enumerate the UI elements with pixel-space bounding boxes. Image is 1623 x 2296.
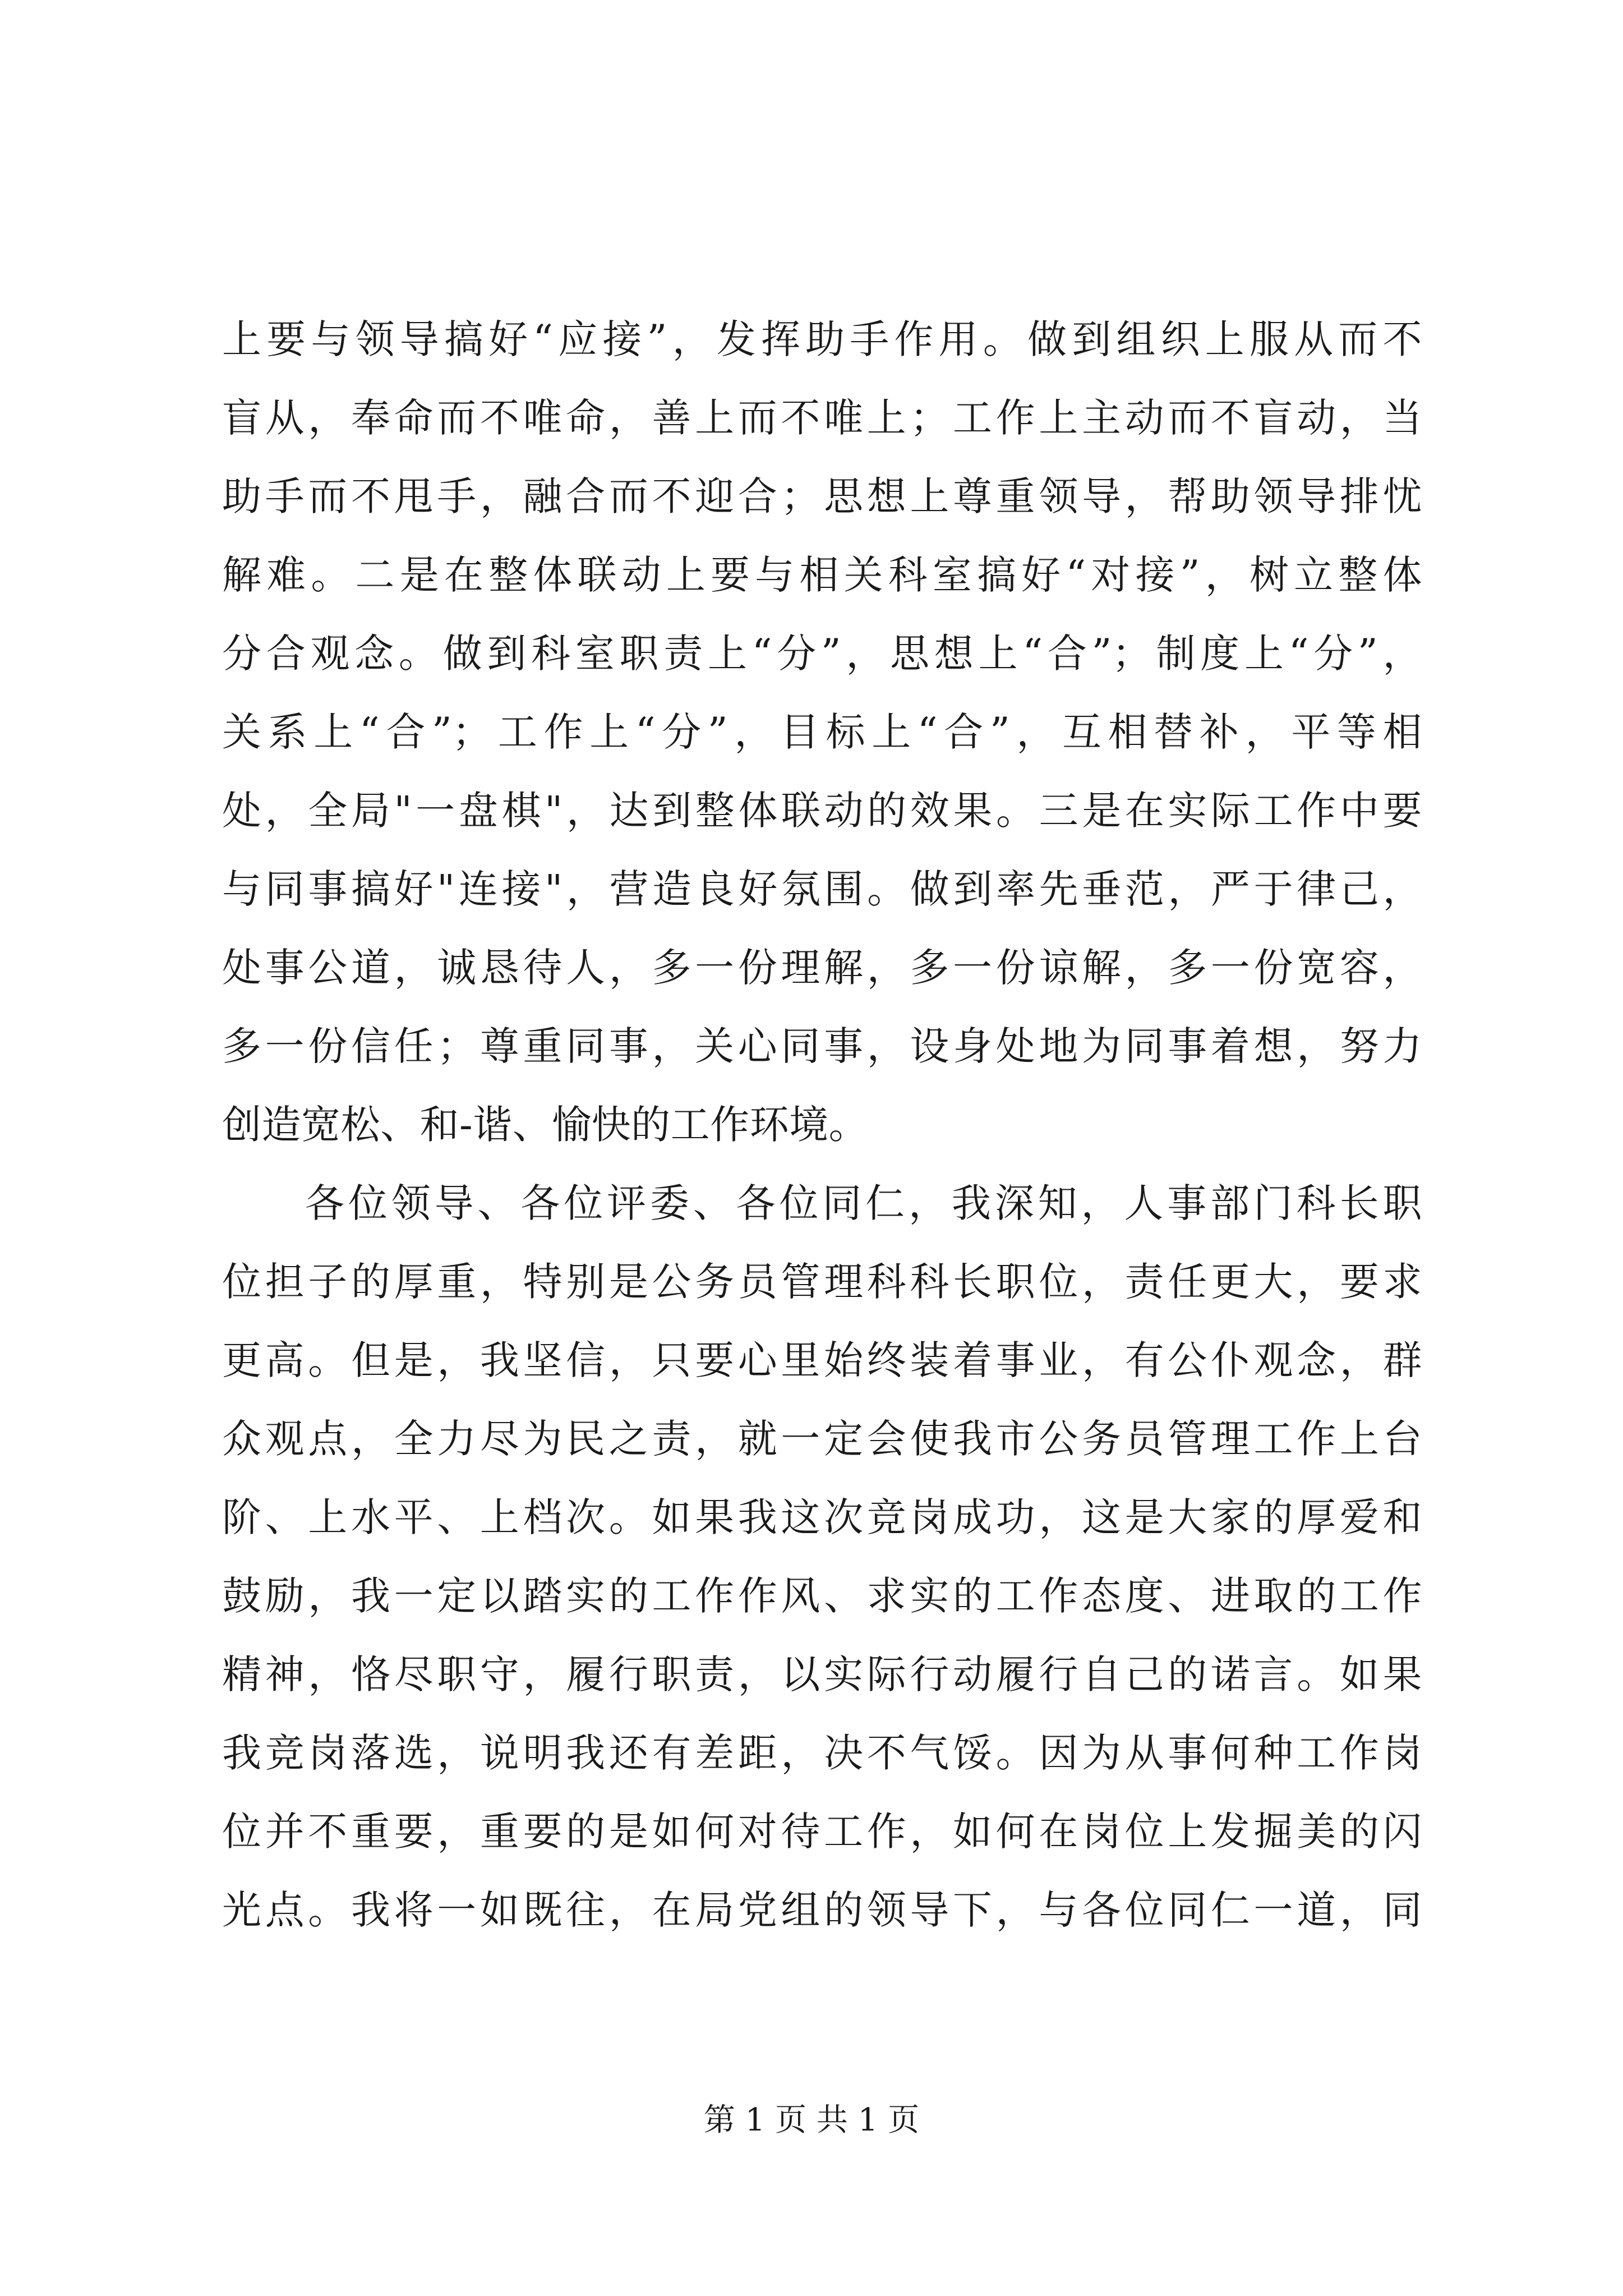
text-line: 助手而不甩手，融合而不迎合；思想上尊重领导，帮助领导排忧 [222, 473, 1422, 519]
text-line: 与同事搞好"连接"，营造良好氛围。做到率先垂范，严于律己， [222, 866, 1422, 912]
text-line: 精神，恪尽职守，履行职责，以实际行动履行自己的诺言。如果 [222, 1651, 1422, 1697]
text-line: 分合观念。做到科室职责上“分”，思想上“合”；制度上“分”， [222, 631, 1422, 677]
text-line: 盲从，奉命而不唯命，善上而不唯上；工作上主动而不盲动，当 [222, 395, 1422, 441]
text-line: 众观点，全力尽为民之责，就一定会使我市公务员管理工作上台 [222, 1416, 1422, 1462]
text-line: 我竞岗落选，说明我还有差距，决不气馁。因为从事何种工作岗 [222, 1730, 1422, 1776]
page-footer: 第 1 页 共 1 页 [703, 2102, 920, 2138]
text-line: 创造宽松、和-谐、愉快的工作环境。 [222, 1102, 869, 1148]
text-line: 多一份信任；尊重同事，关心同事，设身处地为同事着想，努力 [222, 1023, 1422, 1069]
text-line: 各位领导、各位评委、各位同仁，我深知，人事部门科长职 [305, 1180, 1422, 1226]
paragraph [222, 300, 1422, 1164]
text-line: 光点。我将一如既往，在局党组的领导下，与各位同仁一道，同 [222, 1887, 1422, 1933]
text-line: 位担子的厚重，特别是公务员管理科科长职位，责任更大，要求 [222, 1259, 1422, 1305]
text-line: 阶、上水平、上档次。如果我这次竞岗成功，这是大家的厚爱和 [222, 1494, 1422, 1540]
paragraph [222, 1164, 1422, 1949]
text-line: 位并不重要，重要的是如何对待工作，如何在岗位上发掘美的闪 [222, 1809, 1422, 1855]
text-line: 关系上“合”；工作上“分”，目标上“合”，互相替补，平等相 [222, 709, 1422, 755]
text-line: 上要与领导搞好“应接”，发挥助手作用。做到组织上服从而不 [222, 316, 1422, 362]
document-body [222, 300, 1422, 1949]
text-line: 处，全局"一盘棋"，达到整体联动的效果。三是在实际工作中要 [222, 788, 1422, 834]
text-line: 鼓励，我一定以踏实的工作作风、求实的工作态度、进取的工作 [222, 1573, 1422, 1619]
text-line: 解难。二是在整体联动上要与相关科室搞好“对接”，树立整体 [222, 552, 1422, 598]
text-line: 更高。但是，我坚信，只要心里始终装着事业，有公仆观念，群 [222, 1337, 1422, 1383]
text-line: 处事公道，诚恳待人，多一份理解，多一份谅解，多一份宽容， [222, 945, 1422, 991]
